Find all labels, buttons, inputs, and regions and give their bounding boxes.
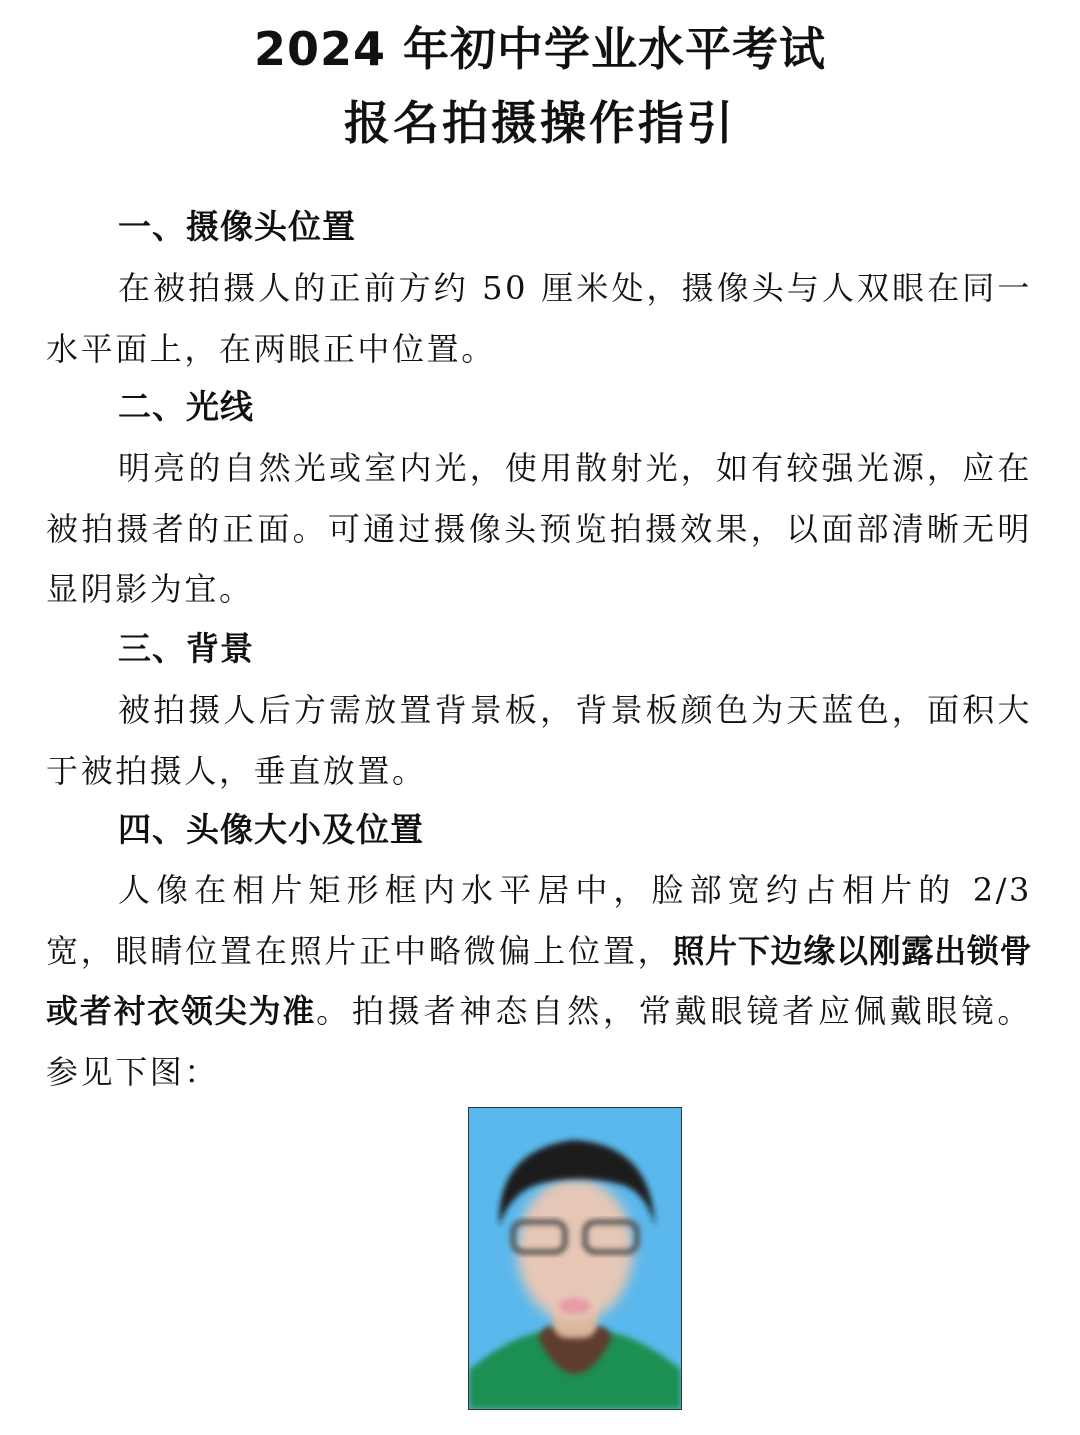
head-size-text-before: 人像在相片矩形框内水平居中，脸部宽约占相片的 2/3 宽，眼睛位置在照片正中略微偏上位置， [46, 871, 1032, 970]
sample-id-photo [468, 1107, 682, 1410]
section-text-camera: 在被拍摄人的正前方约 50 厘米处，摄像头与人双眼在同一水平面上，在两眼正中位置。 [46, 269, 1032, 368]
section-heading-camera: 一、摄像头位置 [118, 207, 356, 246]
document-title-line1: 2024 年初中学业水平考试 [253, 22, 827, 76]
section-heading-head-size: 四、头像大小及位置 [118, 810, 424, 849]
photo-mouth [559, 1298, 591, 1314]
document-title-line2: 报名拍摄操作指引 [344, 96, 736, 150]
section-text-background: 被拍摄人后方需放置背景板，背景板颜色为天蓝色，面积大于被拍摄人，垂直放置。 [46, 691, 1032, 790]
head-size-text-bold: 照片下边缘以刚露出锁骨或者衬衣领尖为准 [46, 931, 1032, 1030]
section-heading-background: 三、背景 [118, 629, 254, 668]
head-size-text-after: 。拍摄者神态自然，常戴眼镜者应佩戴眼镜。参见下图： [46, 992, 1032, 1091]
sample-photo-svg [469, 1108, 681, 1409]
section-text-lighting: 明亮的自然光或室内光，使用散射光，如有较强光源，应在被拍摄者的正面。可通过摄像头预览拍摄效果，以面部清晰无明显阴影为宜。 [46, 449, 1032, 608]
section-heading-lighting: 二、光线 [118, 387, 254, 426]
section-text-head-size [46, 860, 1032, 1102]
